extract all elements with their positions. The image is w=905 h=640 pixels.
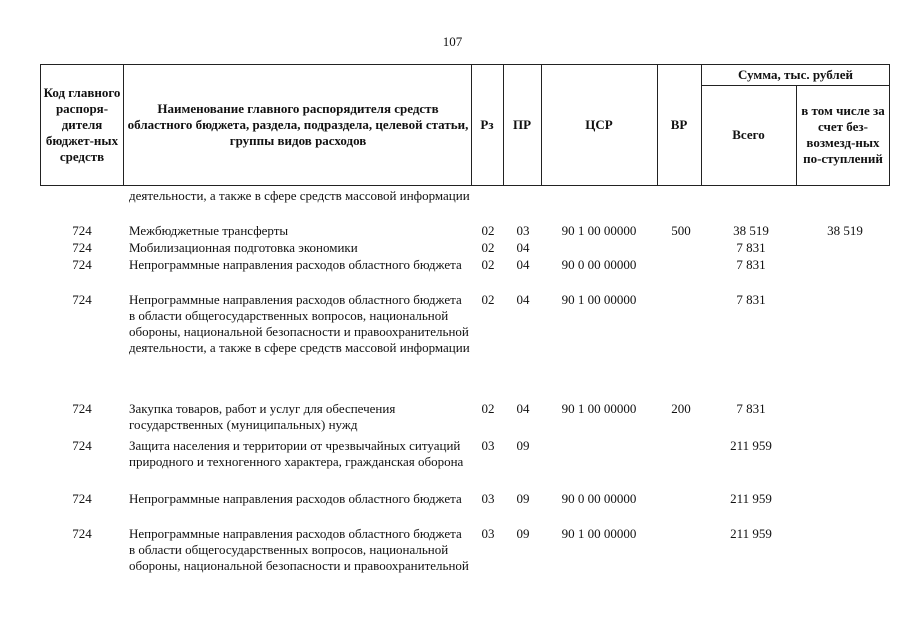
header-sum: Сумма, тыс. рублей [738, 67, 853, 82]
header-name: Наименование главного распорядителя средств областного бюджета, раздела, подраздела, целевой статьи, группы видов расходов [127, 101, 469, 148]
header-vr: ВР [670, 117, 688, 132]
cell-name: Закупка товаров, работ и услуг для обеспечения государственных (муниципальных) нужд [129, 401, 396, 432]
cell-rz: 03 [481, 526, 495, 541]
cell-code: 724 [72, 240, 92, 255]
cell-csr: 90 0 00 00000 [561, 491, 637, 506]
cell-pr: 04 [516, 240, 530, 255]
cell-pr: 09 [516, 526, 530, 541]
cell-name: Межбюджетные трансферты [129, 223, 289, 238]
cell-name: Непрограммные направления расходов областного бюджета [129, 257, 462, 272]
cell-name: Непрограммные направления расходов областного бюджета в области общегосударственных вопросов, национальной обороны, национальной безопасности и правоохранительной [129, 526, 469, 573]
cell-csr: 90 0 00 00000 [561, 257, 637, 272]
cell-pr: 09 [516, 491, 530, 506]
cell-rz: 03 [481, 491, 495, 506]
cell-pr: 04 [516, 401, 530, 416]
cell-code: 724 [72, 401, 92, 416]
cell-rz: 02 [481, 240, 495, 255]
cell-pr: 04 [516, 257, 530, 272]
cell-total: 211 959 [730, 526, 772, 541]
cell-pr: 04 [516, 292, 530, 307]
cell-csr: 90 1 00 00000 [561, 526, 637, 541]
cell-pr: 03 [516, 223, 530, 238]
header-code: Код главного распоря-дителя бюджет-ных средств [43, 85, 121, 164]
cell-csr: 90 1 00 00000 [561, 401, 637, 416]
header-total: Всего [732, 127, 765, 142]
cell-csr: 90 1 00 00000 [561, 292, 637, 307]
cell-total: 38 519 [733, 223, 769, 238]
table-header [40, 64, 890, 186]
cell-total: 7 831 [736, 292, 766, 307]
cell-name: Мобилизационная подготовка экономики [129, 240, 358, 255]
cell-total: 7 831 [736, 240, 766, 255]
header-pr: ПР [512, 117, 532, 132]
header-free: в том числе за счет без-возмезд-ных по-ступлений [801, 103, 885, 166]
cell-code: 724 [72, 526, 92, 541]
cell-code: 724 [72, 491, 92, 506]
cell-free: 38 519 [827, 223, 863, 238]
cell-rz: 02 [481, 257, 495, 272]
cell-code: 724 [72, 292, 92, 307]
cell-total: 7 831 [736, 257, 766, 272]
cell-name: Защита населения и территории от чрезвычайных ситуаций природного и техногенного характера, гражданская оборона [129, 438, 464, 469]
cell-pr: 09 [516, 438, 530, 453]
cell-name: Непрограммные направления расходов областного бюджета [129, 491, 462, 506]
cell-vr: 500 [671, 223, 691, 238]
cell-rz: 03 [481, 438, 495, 453]
cell-total: 7 831 [736, 401, 766, 416]
cell-rz: 02 [481, 292, 495, 307]
cell-vr: 200 [671, 401, 691, 416]
cell-csr: 90 1 00 00000 [561, 223, 637, 238]
cell-rz: 02 [481, 401, 495, 416]
cell-total: 211 959 [730, 491, 772, 506]
cell-total: 211 959 [730, 438, 772, 453]
header-rz: Рз [480, 117, 494, 132]
cell-code: 724 [72, 257, 92, 272]
header-csr: ЦСР [585, 117, 613, 132]
cell-name: Непрограммные направления расходов областного бюджета в области общегосударственных вопросов, национальной обороны, национальной безопасности и правоохранительной деятельности, а также в сфере средств массовой информации [129, 292, 470, 355]
cell-code: 724 [72, 438, 92, 453]
cell-name: деятельности, а также в сфере средств массовой информации [129, 188, 470, 203]
page-number: 107 [442, 34, 463, 49]
cell-rz: 02 [481, 223, 495, 238]
cell-code: 724 [72, 223, 92, 238]
